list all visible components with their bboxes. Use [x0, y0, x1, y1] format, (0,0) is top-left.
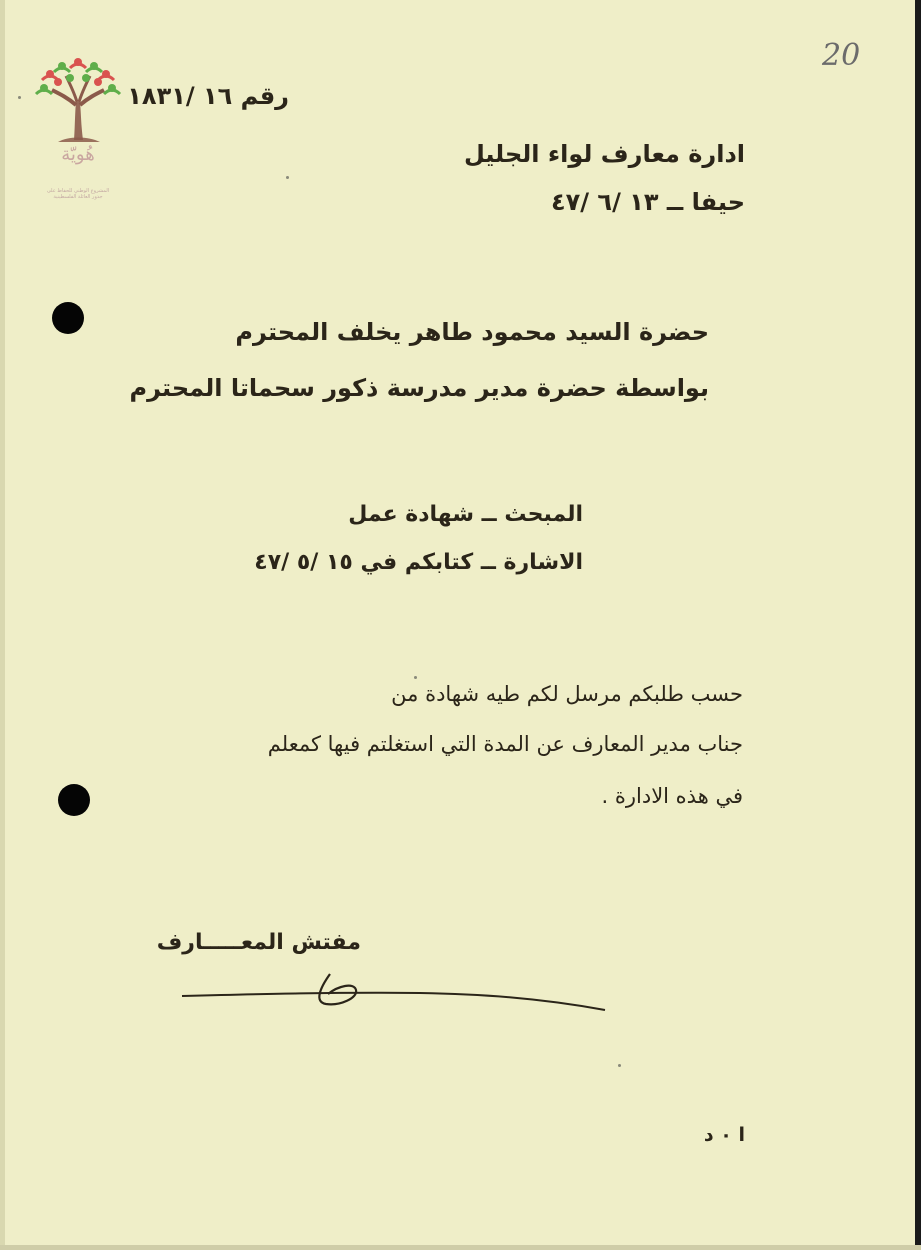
logo-script-text: هُويّة — [61, 144, 95, 165]
family-tree-logo — [28, 50, 128, 200]
body-line-1: حسب طلبكم مرسل لكم طيه شهادة من — [391, 682, 743, 706]
via-line: بواسطة حضرة مدير مدرسة ذكور سحماتا المحترم — [129, 374, 709, 402]
punch-hole-top — [52, 302, 84, 334]
department-heading: ادارة معارف لواء الجليل — [463, 140, 745, 168]
punch-hole-bottom — [58, 784, 90, 816]
signatory-title: مفتش المعـــــارف — [156, 930, 361, 955]
footer-initials: ا ٠ د — [703, 1124, 745, 1146]
tree-icon — [28, 50, 128, 145]
body-line-2: جناب مدير المعارف عن المدة التي استغلتم فيها كمعلم — [267, 732, 743, 756]
scan-speck — [618, 1064, 621, 1067]
page-number: 20 — [822, 38, 861, 73]
scan-speck — [286, 176, 289, 179]
page-bottom-edge — [0, 1245, 921, 1250]
addressee-line: حضرة السيد محمود طاهر يخلف المحترم — [235, 318, 709, 346]
city-and-date: حيفا ــ ١٣ /٦ /٤٧ — [551, 188, 745, 216]
reference-line: الاشارة ــ كتابكم في ١٥ /٥ /٤٧ — [254, 550, 583, 575]
logo-caption-line2: جذور العائلة الفلسطينية — [53, 194, 103, 200]
logo-caption — [28, 188, 128, 200]
page-right-edge — [915, 0, 921, 1250]
scan-speck — [18, 96, 21, 99]
page-left-edge — [0, 0, 5, 1250]
logo-caption-line1: المشروع الوطني للحفاظ على — [46, 188, 110, 194]
scan-speck — [414, 676, 417, 679]
body-line-3: في هذه الادارة . — [601, 784, 743, 808]
subject-line: المبحث ــ شهادة عمل — [348, 502, 583, 527]
handwritten-signature — [180, 968, 610, 1028]
reference-number: رقم ١٦ /١٨٣١ — [127, 82, 289, 110]
